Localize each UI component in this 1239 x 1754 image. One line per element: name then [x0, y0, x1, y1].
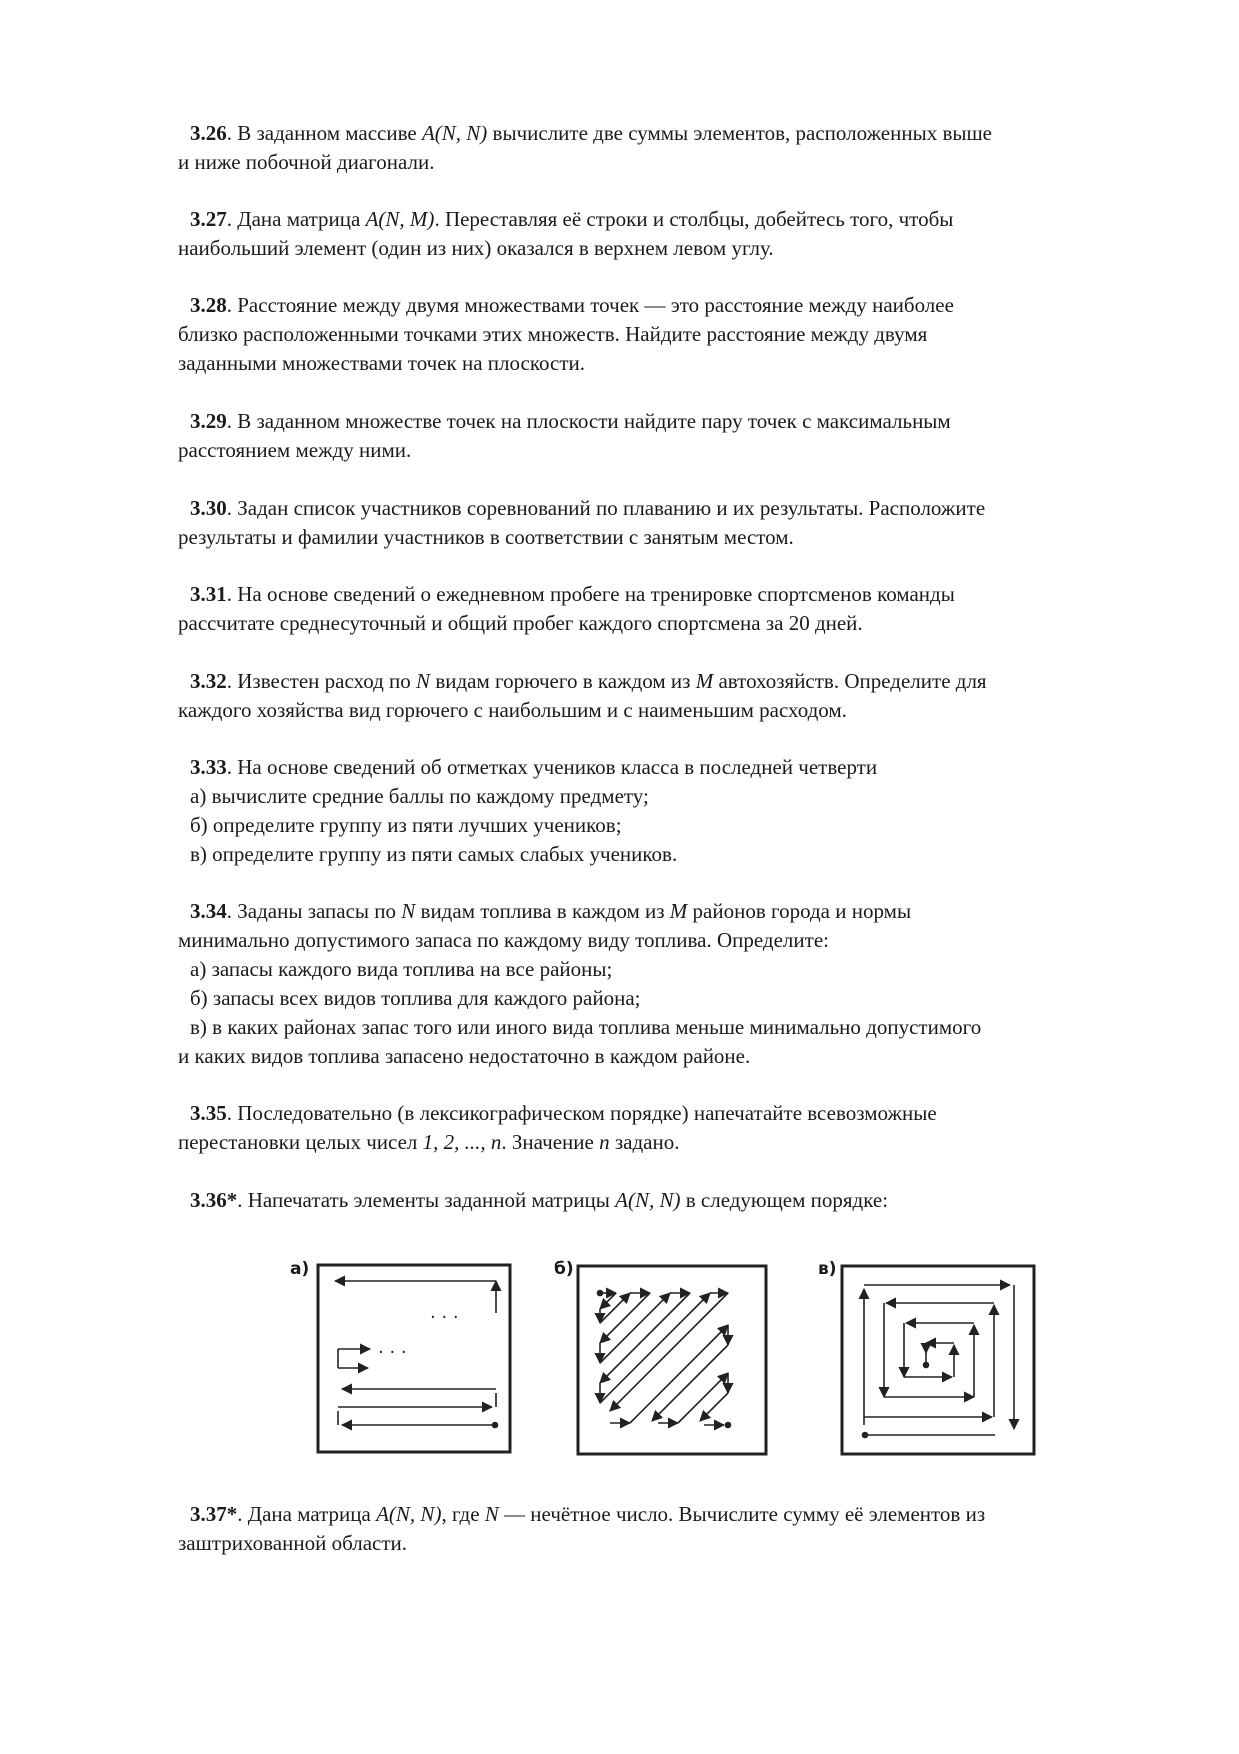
label-b: б) — [554, 1259, 574, 1279]
problem-3-26 — [178, 119, 1158, 177]
text: в следующем порядке: — [680, 1188, 889, 1212]
problem-line — [178, 782, 1158, 811]
problem-line — [178, 840, 1158, 869]
problem-line — [178, 1529, 1158, 1558]
end-point-c — [924, 1363, 929, 1368]
text: в) определите группу из пяти самых слабых учеников. — [190, 842, 678, 866]
text: заданными множествами точек на плоскости. — [178, 351, 586, 375]
text: результаты и фамилии участников в соответствии с занятым местом. — [178, 525, 794, 549]
problem-line — [178, 436, 1158, 465]
path-segment — [600, 1293, 670, 1363]
path-segment — [652, 1345, 728, 1421]
text: рассчитате среднесуточный и общий пробег каждого спортсмена за 20 дней. — [178, 611, 863, 635]
ellipsis-dots: . . . — [430, 1302, 459, 1323]
path-segment — [600, 1293, 616, 1309]
problem-line — [178, 148, 1158, 177]
text: и каких видов топлива запасено недостаточно в каждом районе. — [178, 1044, 751, 1068]
text: — нечётное число. Вычислите сумму её элементов из — [498, 1502, 986, 1526]
path-segment — [600, 1293, 710, 1403]
text: В заданном множестве точек на плоскости найдите пару точек с максимальным — [237, 409, 951, 433]
text: видам топлива в каждом из — [415, 899, 670, 923]
text: Последовательно (в лексикографическом порядке) напечатайте всевозможные — [237, 1101, 937, 1125]
math-expr: A(N, N) — [376, 1502, 442, 1526]
problem-line: 3.32. Известен расход по N видам горючего в каждом из M автохозяйств. Определите для — [190, 669, 987, 693]
problem-number: 3.26 — [190, 121, 227, 145]
problem-number: 3.31 — [190, 582, 227, 606]
math-expr: M — [669, 899, 688, 923]
problem-line — [178, 234, 1158, 263]
problem-line — [178, 955, 1158, 984]
math-expr: N — [416, 669, 431, 693]
text: Дана матрица — [237, 207, 366, 231]
problem-line — [178, 984, 1158, 1013]
math-expr: N — [484, 1502, 499, 1526]
problem-3-32 — [178, 667, 1158, 725]
problem-3-35 — [178, 1099, 1158, 1157]
text: каждого хозяйства вид горючего с наибольшим и с наименьшим расходом. — [178, 698, 847, 722]
problem-line: 3.33. На основе сведений об отметках учеников класса в последней четверти — [190, 755, 878, 779]
path-segment — [678, 1373, 728, 1423]
problem-3-31 — [178, 580, 1158, 638]
problem-line: 3.35. Последовательно (в лексикографическом порядке) напечатайте всевозможные — [190, 1101, 937, 1125]
math-expr: A(N, N) — [421, 121, 488, 145]
problem-number: 3.36* — [190, 1188, 238, 1212]
math-expr: A(N, N) — [615, 1188, 681, 1212]
label-c: в) — [818, 1259, 837, 1279]
problem-line — [178, 1013, 1158, 1042]
text: а) запасы каждого вида топлива на все районы; — [190, 957, 613, 981]
text: перестановки целых чисел — [178, 1130, 423, 1154]
problem-line: 3.30. Задан список участников соревнований по плаванию и их результаты. Расположите — [190, 496, 986, 520]
text: Дана матрица — [247, 1502, 377, 1526]
end-point-b — [726, 1423, 731, 1428]
text: расстоянием между ними. — [178, 438, 412, 462]
diagram-b — [578, 1266, 766, 1454]
text: На основе сведений о ежедневном пробеге на тренировке спортсменов команды — [237, 582, 955, 606]
problem-line: 3.36*. Напечатать элементы заданной матрицы A(N, N) в следующем порядке: — [190, 1188, 889, 1212]
text: , где — [441, 1502, 485, 1526]
problem-line — [178, 1042, 1158, 1071]
text: На основе сведений об отметках учеников класса в последней четверти — [237, 755, 878, 779]
diagram-a — [318, 1265, 510, 1452]
problem-3-36 — [178, 1186, 1158, 1215]
problem-3-28 — [178, 291, 1158, 378]
math-expr: n — [599, 1130, 610, 1154]
problem-3-33 — [178, 753, 1158, 869]
text: . Значение — [501, 1130, 600, 1154]
math-expr: N — [401, 899, 416, 923]
text: Напечатать элементы заданной матрицы — [247, 1188, 616, 1212]
text: . Переставляя её строки и столбцы, добейтесь того, чтобы — [434, 207, 954, 231]
problem-3-37 — [178, 1500, 1158, 1558]
matrix-frame-c — [842, 1266, 1034, 1454]
problem-3-29 — [178, 407, 1158, 465]
text: в) в каких районах запас того или иного вида топлива меньше минимально допустимого — [190, 1015, 982, 1039]
problem-number: 3.28 — [190, 293, 227, 317]
problem-line — [178, 609, 1158, 638]
text: наибольший элемент (один из них) оказался в верхнем левом углу. — [178, 236, 774, 260]
text: В заданном массиве — [237, 121, 422, 145]
problem-line: 3.27. Дана матрица A(N, M). Переставляя её строки и столбцы, добейтесь того, чтобы — [190, 207, 954, 231]
text: а) вычислите средние баллы по каждому предмету; — [190, 784, 649, 808]
problem-line — [178, 696, 1158, 725]
problem-3-34 — [178, 897, 1158, 1071]
text: Известен расход по — [237, 669, 417, 693]
problem-number: 3.33 — [190, 755, 227, 779]
matrix-frame-a — [318, 1265, 510, 1452]
problem-number: 3.30 — [190, 496, 227, 520]
path-segment — [600, 1293, 690, 1383]
text: автохозяйств. Определите для — [713, 669, 987, 693]
text: Заданы запасы по — [237, 899, 402, 923]
problem-number: 3.27 — [190, 207, 227, 231]
problem-line — [178, 926, 1158, 955]
problem-line — [178, 349, 1158, 378]
problem-line: 3.34. Заданы запасы по N видам топлива в каждом из M районов города и нормы — [190, 899, 912, 923]
traversal-diagrams — [280, 1245, 1040, 1460]
text: задано. — [609, 1130, 680, 1154]
text: Задан список участников соревнований по плаванию и их результаты. Расположите — [237, 496, 986, 520]
math-expr: A(N, M) — [365, 207, 435, 231]
traversal-figure — [280, 1245, 1040, 1460]
text: вычислите две суммы элементов, расположенных выше — [487, 121, 992, 145]
problem-number: 3.34 — [190, 899, 227, 923]
problem-3-30 — [178, 494, 1158, 552]
text: близко расположенными точками этих множеств. Найдите расстояние между двумя — [178, 322, 928, 346]
matrix-frame-b — [578, 1266, 766, 1454]
path-segment — [610, 1293, 728, 1411]
text: минимально допустимого запаса по каждому виду топлива. Определите: — [178, 928, 829, 952]
ellipsis-dots: . . . — [378, 1337, 407, 1358]
problem-line: 3.26. В заданном массиве A(N, N) вычислите две суммы элементов, расположенных выше — [190, 121, 992, 145]
text: видам горючего в каждом из — [430, 669, 696, 693]
problem-number: 3.35 — [190, 1101, 227, 1125]
diagram-c — [842, 1266, 1034, 1454]
problem-line: 3.31. На основе сведений о ежедневном пробеге на тренировке спортсменов команды — [190, 582, 955, 606]
text: заштрихованной области. — [178, 1531, 408, 1555]
text: районов города и нормы — [687, 899, 912, 923]
problem-line — [178, 1128, 1158, 1157]
problem-number: 3.29 — [190, 409, 227, 433]
text: б) определите группу из пяти лучших учеников; — [190, 813, 622, 837]
problem-line: 3.28. Расстояние между двумя множествами точек — это расстояние между наиболее — [190, 293, 954, 317]
problem-line — [178, 320, 1158, 349]
problem-3-27 — [178, 205, 1158, 263]
problem-line — [178, 523, 1158, 552]
text: и ниже побочной диагонали. — [178, 150, 435, 174]
problem-line: 3.37*. Дана матрица A(N, N), где N — нечётное число. Вычислите сумму её элементов из — [190, 1502, 986, 1526]
label-a: а) — [290, 1259, 310, 1279]
problem-line: 3.29. В заданном множестве точек на плоскости найдите пару точек с максимальным — [190, 409, 951, 433]
problem-number: 3.37* — [190, 1502, 238, 1526]
problem-line — [178, 811, 1158, 840]
text: б) запасы всех видов топлива для каждого района; — [190, 986, 641, 1010]
text: Расстояние между двумя множествами точек — это расстояние между наиболее — [237, 293, 954, 317]
math-expr: 1, 2, ..., n — [422, 1130, 502, 1154]
math-expr: M — [695, 669, 714, 693]
problem-number: 3.32 — [190, 669, 227, 693]
